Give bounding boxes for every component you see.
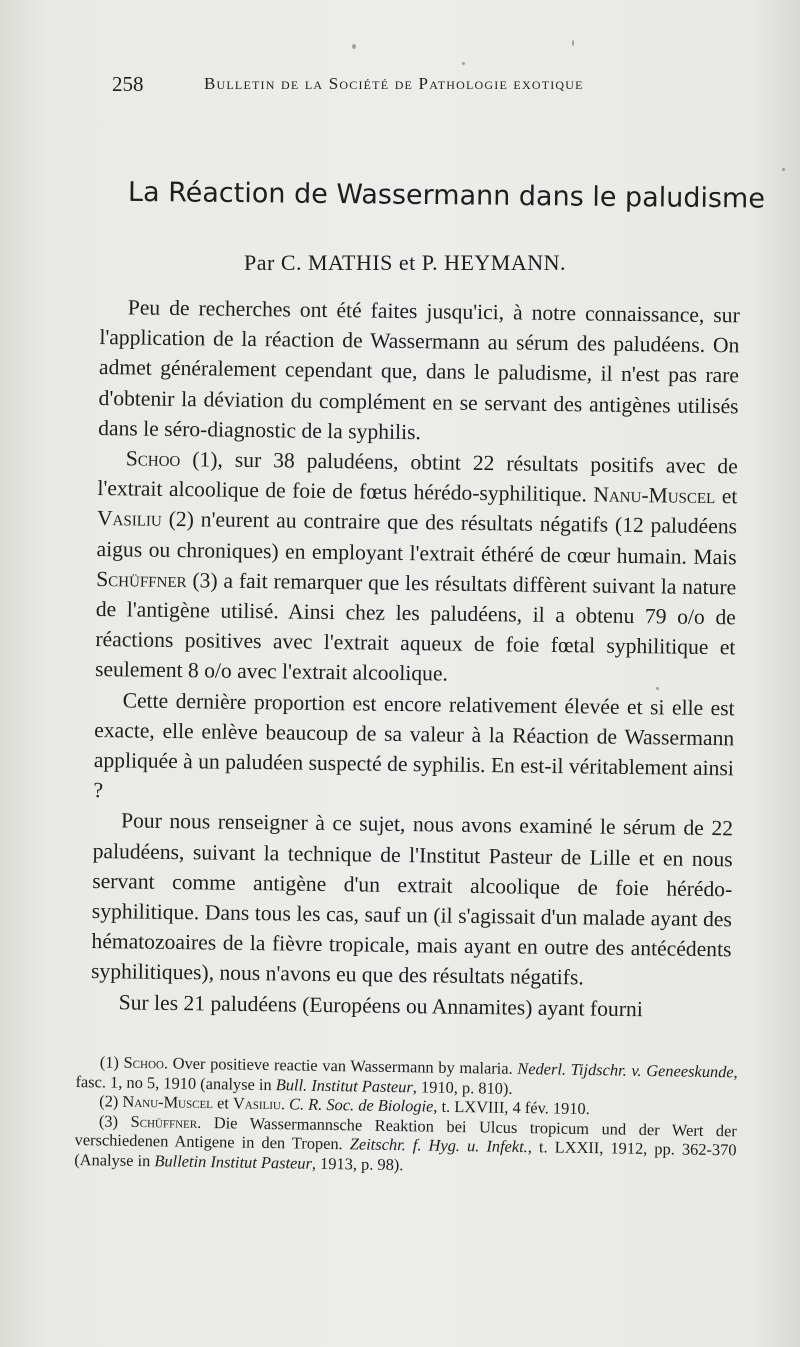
paragraph-4: Pour nous renseigner à ce sujet, nous avons examiné le sérum de 22 paludéens, suivant la technique de l'Institut Pasteur de Lille et en nous servant comme antigène d'un extrait alcoolique de foie hérédo-syphilitique. Dans tous les cas, sauf un (il s'agissait d'un malade ayant des hématozoaires de la fièvre tropicale, mais ayant en outre des antécédents syphilitiques), nous n'avons eu que des résultats négatifs. — [90, 808, 734, 990]
page-header — [112, 72, 702, 102]
footnote-1: (1) Schoo. Over positieve reactie van Wassermann by malaria. Nederl. Tijdschr. v. Geneeskunde, fasc. 1, no 5, 1910 (analyse in Bull. Institut Pasteur, 1910, p. 810). — [75, 1052, 738, 1098]
running-head: Bulletin de la Société de Pathologie exotique — [204, 74, 584, 93]
article-authors: Par C. MATHIS et P. HEYMANN. — [244, 250, 567, 275]
paragraph-2: Schoo (1), sur 38 paludéens, obtint 22 résultats positifs avec de l'extrait alcoolique de foie de fœtus hérédo-syphilitique. Nanu-Muscel et Vasiliu (2) n'eurent au contraire que des résultats négatifs (12 paludéens aigus ou chroniques) en employant l'extrait éthéré de cœur humain. Mais Schüffner (3) a fait remarquer que les résultats diffèrent suivant la nature de l'antigène utilisé. Ainsi chez les paludéens, il a obtenu 79 o/o de réactions positives avec l'extrait aqueux de foie fœtal syphilitique et seulement 8 o/o avec l'extrait alcoolique. — [94, 446, 738, 687]
footnotes — [73, 1052, 737, 1222]
article-title: La Réaction de Wassermann dans le paludisme — [127, 176, 766, 215]
footnote-3: (3) Schüffner. Die Wassermannsche Reaktion bei Ulcus tropicum und der Wert der verschiedenen Antigene in den Tropen. Zeitschr. f. Hyg. u. Infekt., t. LXXII, 1912, pp. 362-370 (Analyse in Bulletin Institut Pasteur, 1913, p. 98). — [74, 1111, 737, 1175]
article-body — [90, 292, 740, 1040]
scan-speck — [782, 168, 785, 171]
author-ref-nanu-muscel: Nanu-Muscel — [593, 482, 716, 509]
paragraph-1: Peu de recherches ont été faites jusqu'ici, à notre connaissance, sur l'application de la réaction de Wassermann au sérum des paludéens. On admet généralement cependant que, dans le paludisme, il n'est pas rare d'obtenir la déviation du complément en se servant des antigènes utilisés dans le séro-diagnostic de la syphilis. — [98, 295, 740, 445]
scan-speck — [572, 40, 574, 46]
scan-speck — [352, 44, 356, 49]
page-number: 258 — [112, 72, 144, 96]
footnote-2: (2) Nanu-Muscel et Vasiliu. C. R. Soc. de Biologie, t. LXVIII, 4 fév. 1910. — [99, 1091, 590, 1119]
author-ref-vasiliu: Vasiliu — [96, 506, 162, 532]
paragraph-5: Sur les 21 paludéens (Européens ou Annamites) ayant fourni — [118, 989, 643, 1021]
scan-speck — [462, 62, 465, 65]
author-ref-schuffner: Schüffner — [96, 566, 187, 592]
author-ref-schoo: Schoo — [125, 446, 181, 472]
paragraph-3: Cette dernière proportion est encore relativement élevée et si elle est exacte, elle enlève beaucoup de sa valeur à la Réaction de Wassermann appliquée à un paludéen suspecté de syphilis. En est-il véritablement ainsi ? — [93, 687, 735, 803]
